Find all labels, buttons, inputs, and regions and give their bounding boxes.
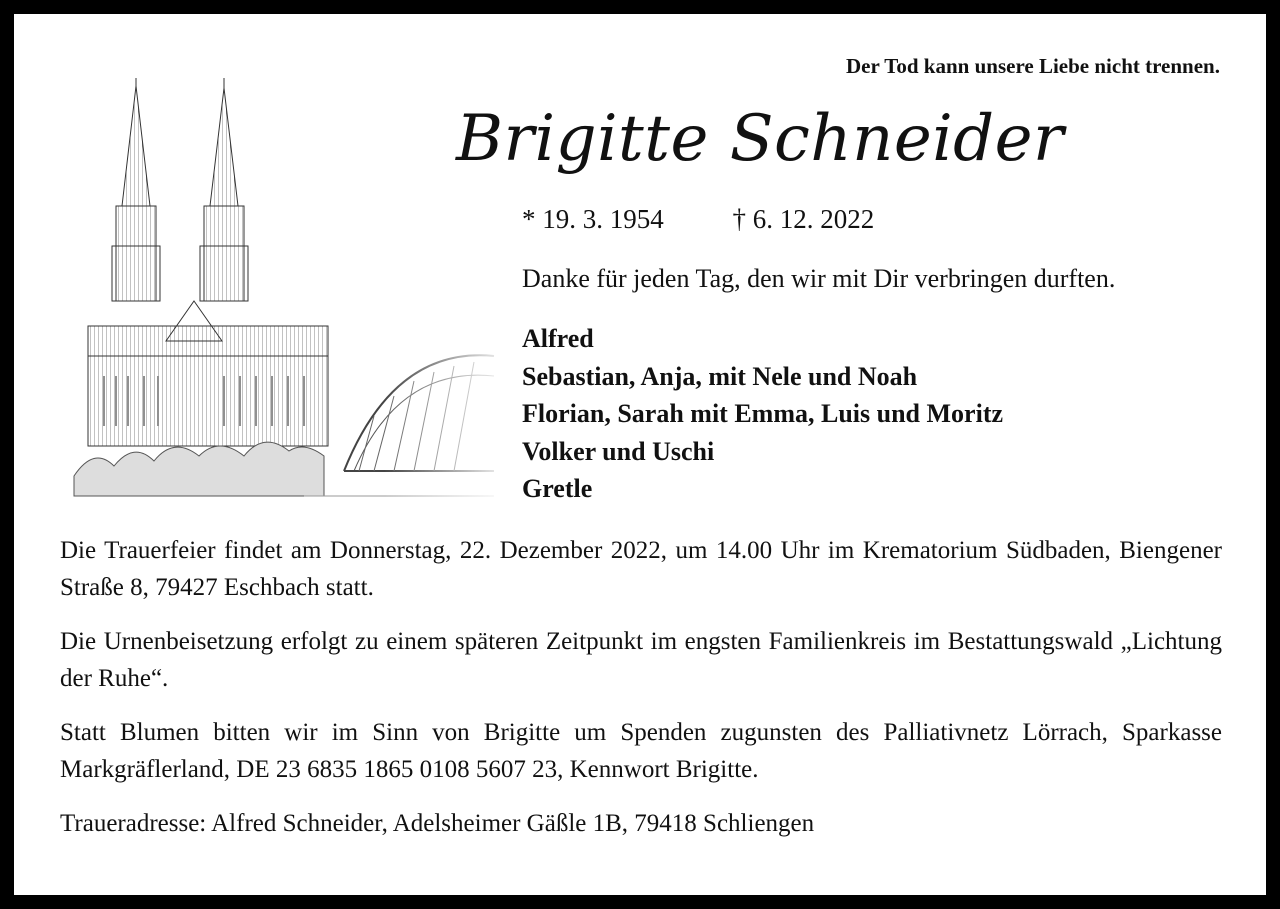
family-member: Florian, Sarah mit Emma, Luis und Moritz xyxy=(522,399,1004,428)
deceased-name: Brigitte Schneider xyxy=(456,102,1065,176)
cathedral-illustration xyxy=(54,76,514,516)
donation-paragraph: Statt Blumen bitten wir im Sinn von Brigitte um Spenden zugunsten des Palliativnetz Lörrach, Sparkasse Markgräflerland, DE 23 6835 1865 0108 5607 23, Kennwort Brigitte. xyxy=(60,719,1222,783)
family-list xyxy=(522,320,1003,508)
thanks-line: Danke für jeden Tag, den wir mit Dir verbringen durften. xyxy=(522,264,1116,293)
family-member: Gretle xyxy=(522,474,593,503)
notice-text xyxy=(60,532,1222,859)
address-paragraph: Traueradresse: Alfred Schneider, Adelsheimer Gäßle 1B, 79418 Schliengen xyxy=(60,810,815,837)
family-member: Alfred xyxy=(522,324,594,353)
death-date: † 6. 12. 2022 xyxy=(732,204,875,234)
life-dates xyxy=(522,204,874,235)
family-member: Sebastian, Anja, mit Nele und Noah xyxy=(522,361,918,391)
motto: Der Tod kann unsere Liebe nicht trennen. xyxy=(846,54,1220,78)
funeral-paragraph: Die Trauerfeier findet am Donnerstag, 22. Dezember 2022, um 14.00 Uhr im Krematorium Südbaden, Biengener Straße 8, 79427 Eschbach statt. xyxy=(60,537,1222,601)
family-member: Volker und Uschi xyxy=(522,436,715,466)
obituary-card xyxy=(14,14,1266,895)
burial-paragraph: Die Urnenbeisetzung erfolgt zu einem späteren Zeitpunkt im engsten Familienkreis im Bestattungswald „Lichtung der Ruhe“. xyxy=(60,628,1222,692)
birth-date: * 19. 3. 1954 xyxy=(522,204,664,234)
